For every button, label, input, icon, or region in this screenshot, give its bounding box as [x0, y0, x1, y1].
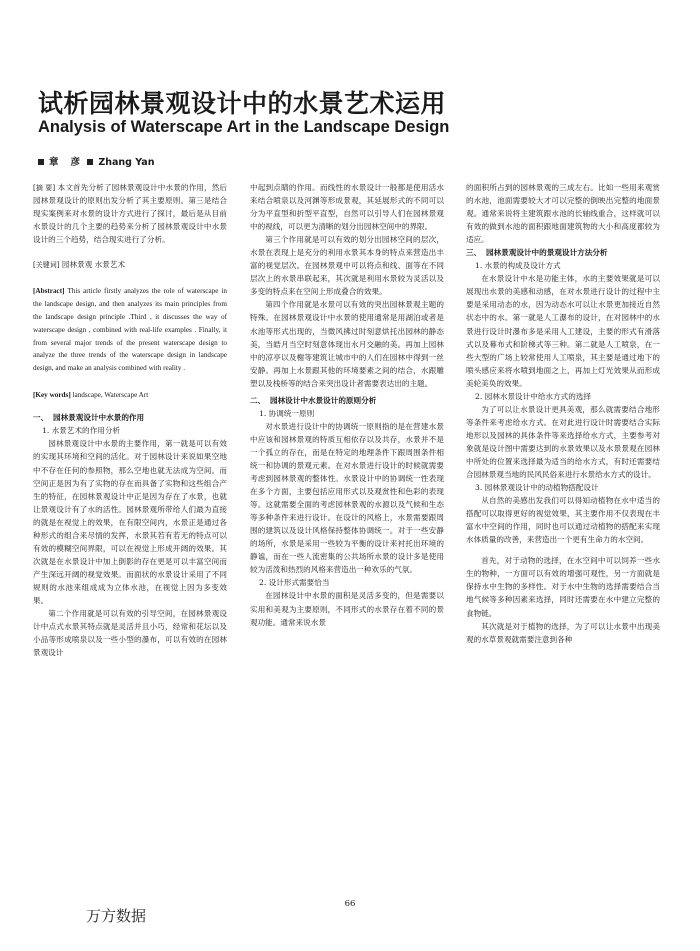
- keywords-label: [关键词]: [33, 261, 60, 270]
- body-paragraph: 第四个作用就是水景可以有效的突出园林景观主题的特殊。在园林景观设计中水景的使用通常是用湖泊或者是水池等形式出现的，当微风拂过时刻意烘托出园林的静态美，当皓月当空时刻意体现出水月交融的美。再加上园林中的凉亭以及榭等建筑让城市中的人们在园林中得到一丝安静。再加上水景跟其他的环境要素之间的结合，水跟雕塑以及栈桥等的结合来突出设计者需要表达出的主题。: [250, 300, 444, 388]
- keywords-cn: [33, 258, 227, 271]
- keywords-en-label: [Key words]: [33, 390, 71, 399]
- body-paragraph: 首先，对于动物的选择，在水空间中可以饲养一些水生的物种，一方面可以有效的增强可观性，另一方面就是保持水中生物的多样性。对于水中生物的选择需要结合当地气候等多种因素来选择，同时还需要在水中建立完整的食物链。: [466, 556, 660, 618]
- body-paragraph: 其次就是对于植物的选择，为了可以让水景中出现美观的水草景观就需要注意到各种: [466, 621, 660, 644]
- abstract-en-label: [Abstract]: [33, 287, 65, 296]
- body-paragraph: 在园林设计中水景的面积是灵活多变的，但是需要以实用和美观为主要原则，不同形式的水景存在着不同的景观功能。通常来说水景: [250, 591, 444, 627]
- body-paragraph: 园林景观设计中水景的主要作用，第一就是可以有效的实现其环境和空间的活化。对于园林设计来说如果空地中不存在任何的参照物，那么空地也就无法成为空间。而空间正是因为有了实物的存在而具备了实物和这些组合产生的特征，在园林景观设计中正是因为存在了水景，也就让景观设计有了水的活性。园林景观所带给人们最为直接的就是在视觉上的效果，在有限空间内，水景正是通过各种形式的组合来尽情的发挥，水景其若有若无的特点可以有效的模糊空间界限，可以在视觉上形成开阔的效果。其次就是在水景设计中加上倒影的存在更是可以丰富空间而产生深远开阔的视觉效果。而面状的水景设计采用了不同规则的水池来组成成为立体水池，在视觉上因为多变效果。: [33, 439, 227, 605]
- author-en: Zhang Yan: [98, 157, 155, 168]
- abstract-text: 本文首先分析了园林景观设计中水景的作用，然后园林景观设计的原则出发分析了其主要原则。第三是结合现实案例来对水景的设计方式进行了探讨，最后是从目前水景设计的几个主要的趋势来分析了园林景观设计中水景设计的三个趋势，结合现实进行了分析。: [33, 183, 228, 245]
- abstract-cn: [33, 181, 227, 246]
- author-cn-family: 彦: [70, 157, 81, 168]
- body-paragraph: 的面积所占到的园林景观的三成左右。比如一些用来观赏的水池，池面需要较大才可以完整的倒映出完整的地面景观。通常来说将主建筑跟水池的长轴线重合，这样就可以有效的做到水池的面积跟地面建筑物的大小和高度都较为适应。: [466, 183, 660, 245]
- author-cn-given: 章: [49, 157, 59, 168]
- body-paragraph: 对水景进行设计中的协调统一原则指的是在营建水景中应该和园林景观的特质互相依存以及共存，水景并不是一个孤立的存在，而是在特定的地理条件下跟周围条件相统一和协调的景观元素。在对水景进行设计的时候就需要考虑到园林景观的整体性。水景设计中的协调统一性表现在多个方面，主要包括应用形式以及观赏性和色彩的表现等。这就需要全面的考虑园林景观的水源以及气候和生态等多种条件来进行设计。在设计的风格上，水景需要跟周围的建筑以及设计风格保持整体协调统一。对于一些安静的场所，水景是采用一些较为平衡的设计来衬托出环境的静谧，而在一些人流密集的公共场所水景的设计多是使用较为活泼和热烈的风格来营造出一种欢乐的气氛。: [250, 421, 444, 575]
- body-paragraph: 为了可以让水景设计更具美观，那么就需要结合地形等条件来考虑给水方式。在对此进行设计时需要结合实际地形以及园林的具体条件等来选择给水方式，主要参考对象就是设计图中需要达到的水景效果以及水景景观在园林中所处的位置来选择最为适当的给水方式，有时还需要结合园林景观当地的民风民俗来进行水景给水方式的设计。: [466, 404, 660, 480]
- title-en: Analysis of Waterscape Art in the Landscape Design: [38, 118, 450, 136]
- section-heading-2: [250, 394, 444, 407]
- body-paragraph: 第二个作用就是可以有效的引导空间，在园林景观设计中点式水景其特点就是灵活并且小巧，经常和花坛以及小品等形成喷泉以及一些小型的瀑布，可以有效的在园林景观设计: [33, 609, 227, 658]
- column-2: [250, 181, 444, 629]
- abstract-label: [摘 要]: [33, 184, 56, 192]
- square-bullet-icon: [87, 159, 93, 165]
- square-bullet-icon: [38, 159, 44, 165]
- section-title: 园林设计中水景设计的原则分析: [270, 395, 377, 405]
- author-line: [38, 154, 438, 168]
- abstract-en: [33, 285, 227, 375]
- keywords-en: [33, 389, 227, 401]
- body-paragraph: 从自然的美感出发我们可以得知动植物在水中适当的搭配可以取得更好的视觉效果，其主要作用不仅表现在丰富水中空间的作用，同时也可以通过动植物的搭配来实现水体质量的改善，来营造出一个更有生命力的水空间。: [466, 496, 660, 545]
- section-number: 三、: [466, 248, 482, 258]
- column-1: [33, 181, 227, 659]
- body-paragraph: 在水景设计中水是功能主体，水的主要效果就是可以展现出水景的美感和动感，在对水景进行设计的过程中主要是采用动态的水，因为动态水可以让水景更加接近自然状态中的水。第一就是人工瀑布的设计，在对园林中的水景进行设计时瀑布多是采用人工建设，主要的形式有滑落式以及幕布式和阶梯式等三种。第二就是人工喷泉，在一些大型的广场上较常使用人工喷泉，其主要是通过地下的喷头感应来将水喷到地面之上，再加上灯光效果从而形成美轮美奂的效果。: [466, 274, 660, 388]
- subsection-heading: 2. 设计形式需要恰当: [259, 578, 330, 588]
- section-number: 一、: [33, 413, 49, 423]
- wanfang-data-watermark: 万方数据: [86, 907, 147, 925]
- keywords-en-text: landscape, Waterscape Art: [72, 390, 149, 399]
- page-number: 66: [344, 899, 356, 909]
- section-title: 园林景观设计中的景观设计方法分析: [486, 248, 608, 258]
- section-heading-3: [466, 246, 660, 259]
- subsection-heading: 1. 水景的构成及设计方式: [475, 261, 561, 271]
- abstract-en-text: This article firstly analyzes the role of waterscape in the landscape design, and then analyzes its main principles from the landscape design principle .Third , it discusses the way of waterscape design , combined with real-life examples . Finally, it from several major trends of the present waterscape design to analyze the three trends of the waterscape design in landscape design, and make an analysis combined with reality .: [33, 287, 227, 373]
- body-paragraph: 中起到点睛的作用。而线性的水景设计一般都是使用活水来结合喷泉以及河渊等形成景观，其延展形式的不同可以分为平直型和折型平直型，自然可以引导人们在园林景观中的视线，可以更为清晰的划分出园林空间中的界限。: [250, 183, 444, 232]
- keywords-text: 园林景观 水景艺术: [61, 260, 126, 270]
- section-heading-1: [33, 411, 227, 424]
- subsection-heading: 3. 园林景观设计中的动植物搭配设计: [475, 483, 599, 493]
- section-title: 园林景观设计中水景的作用: [53, 413, 145, 423]
- subsection-heading: 1. 水景艺术的作用分析: [42, 426, 121, 436]
- subsection-heading: 2. 园林水景设计中给水方式的选择: [475, 391, 591, 401]
- body-paragraph: 第三个作用就是可以有效的划分出园林空间的层次，水景在表现上是充分的利用水景其本身的特点来营造出丰富的视觉层次。在园林景观中可以将点和线、面等在不同层次上的水景串联起来，其次就是利用水景较为灵活以及多变的特点来在空间上形成叠合的效果。: [250, 235, 444, 297]
- subsection-heading: 1. 协调统一原则: [259, 408, 315, 418]
- column-3: [466, 181, 660, 646]
- title-cn: 试析园林景观设计中的水景艺术运用: [38, 89, 447, 118]
- section-number: 二、: [250, 395, 266, 405]
